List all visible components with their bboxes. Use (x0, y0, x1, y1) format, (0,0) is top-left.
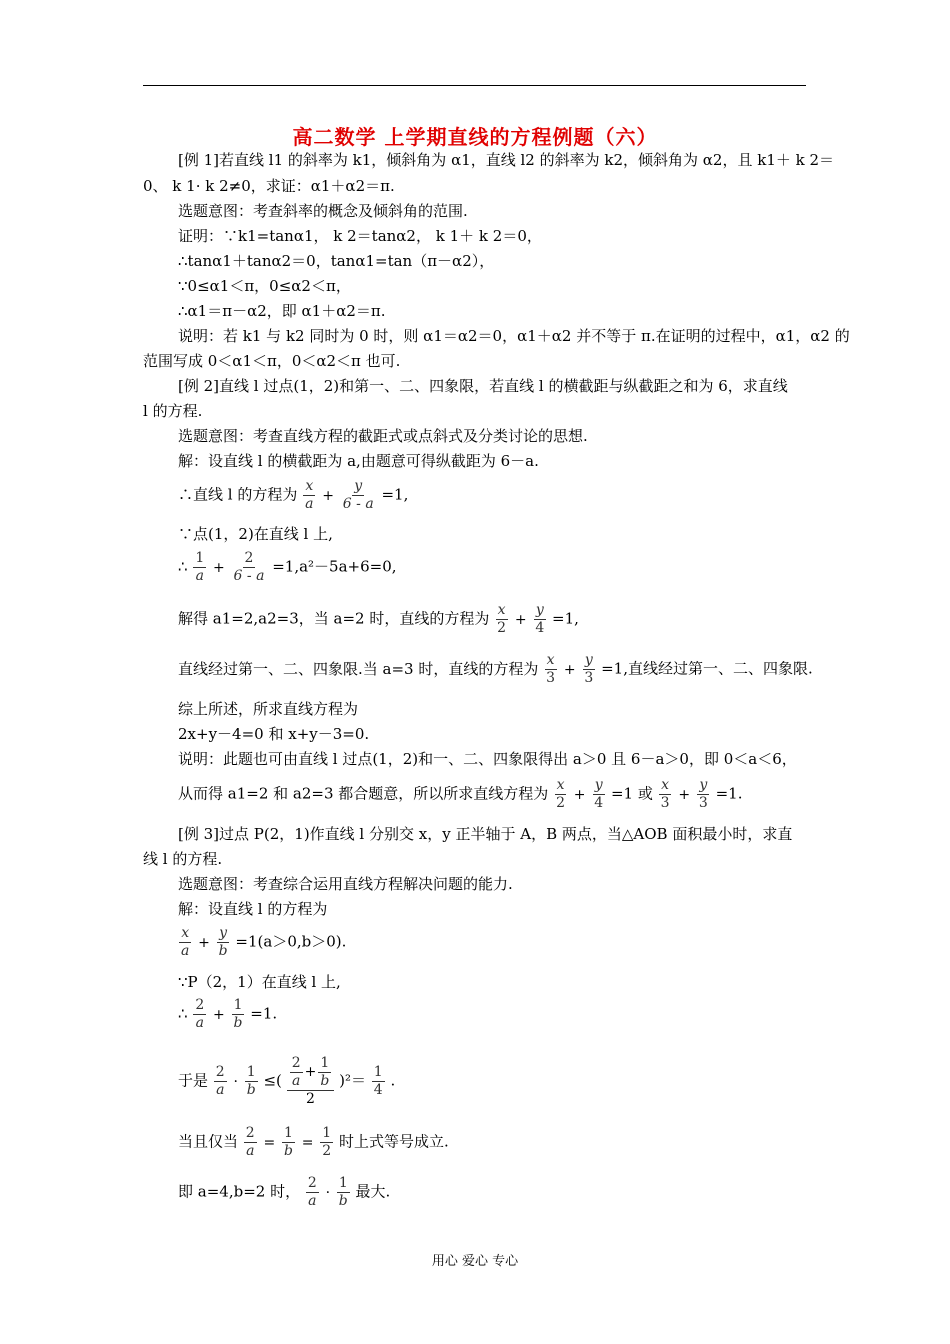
fraction: $\frac{1}{a}$ (195, 550, 205, 584)
text-line: [例 2]直线 l 过点(1，2)和第一、二、四象限，若直线 l 的横截距与纵截距之和为 6，求直线 (178, 377, 788, 395)
equation-text: 解得 a1=2,a2=3，当 a=2 时，直线的方程为 (178, 609, 490, 628)
equation-text: 时上式等号成立. (338, 1132, 449, 1151)
equation-text: ∴ (178, 1004, 188, 1023)
plus-sign: + (678, 786, 691, 803)
text-line: [例 1]若直线 l1 的斜率为 k1，倾斜角为 α1，直线 l2 的斜率为 k2，倾斜角为 α2，且 k1＋ k 2＝ (178, 151, 835, 169)
fraction: $\frac{y}{b}$ (218, 925, 228, 959)
text-line: 选题意图：考查综合运用直线方程解决问题的能力. (178, 875, 513, 893)
text-line: 解：设直线 l 的横截距为 a,由题意可得纵截距为 6－a. (178, 452, 539, 470)
text-line: ∵0≤α1＜π，0≤α2＜π， (178, 277, 351, 295)
equation-line (143, 652, 813, 687)
text-line: 证明：∵k1=tanα1， k 2＝tanα2， k 1＋ k 2＝0， (178, 227, 542, 245)
fraction: $\frac{2}{a}$ (195, 997, 205, 1031)
equation-text: =1,a²－5a+6=0, (272, 557, 397, 576)
text-line: 说明：此题也可由直线 l 过点(1，2)和一、二、四象限得出 a＞0 且 6－a＞0，即 0＜a＜6， (178, 750, 797, 768)
text-line: 综上所述，所求直线方程为 (178, 700, 359, 718)
equation-text: =1. (250, 1004, 278, 1023)
equation-text: 直线经过第一、二、四象限.当 a=3 时，直线的方程为 (178, 659, 539, 678)
equation-line (143, 602, 843, 637)
plus-sign: + (514, 611, 527, 628)
page-title: 高二数学 上学期直线的方程例题（六） (292, 125, 658, 149)
fraction: $\frac{2}{a}$ (307, 1175, 317, 1209)
denominator: 2 (306, 1091, 315, 1107)
equation-line (143, 478, 843, 513)
equation-line (143, 925, 843, 960)
fraction: $\frac{y}{3}$ (584, 652, 594, 686)
plus-sign: + (213, 1006, 225, 1023)
fraction: $\frac{1}{2}$ (322, 1125, 332, 1159)
equation-text: =1(a＞0,b＞0). (235, 932, 347, 951)
fraction: $\frac{y}{4}$ (535, 602, 545, 636)
equation-text: 当且仅当 (178, 1132, 239, 1151)
fraction: $\frac{2}{6 - a}$ (233, 550, 265, 584)
compound-fraction (287, 1055, 335, 1108)
fraction: $\frac{1}{b}$ (246, 1064, 256, 1098)
fraction: $\frac{x}{a}$ (181, 925, 190, 959)
page-footer: 用心 爱心 专心 (431, 1254, 519, 1269)
header-rule (143, 85, 806, 86)
text-line: [例 3]过点 P(2，1)作直线 l 分别交 x，y 正半轴于 A，B 两点，当△AOB 面积最小时，求直 (178, 825, 793, 843)
text-line: ∴α1＝π－α2，即 α1＋α2＝π. (178, 302, 386, 320)
equation-text: 即 a=4,b=2 时， (178, 1182, 301, 1201)
fraction: $\frac{x}{2}$ (556, 777, 565, 811)
equation-text: 最大. (355, 1182, 391, 1201)
equation-text: 于是 (178, 1071, 209, 1090)
fraction: $\frac{x}{2}$ (497, 602, 507, 636)
fraction: $\frac{2}{a}$ (215, 1064, 225, 1098)
text-line: 线 l 的方程. (143, 850, 223, 868)
fraction: $\frac{1}{b}$ (338, 1175, 348, 1209)
equation-text: =1,直线经过第一、二、四象限. (601, 659, 813, 678)
equation-line (143, 550, 843, 585)
text-line: ∵点(1，2)在直线 l 上, (178, 525, 333, 543)
equation-text: =1 或 (610, 784, 653, 803)
equation-line (143, 777, 843, 812)
fraction: $\frac{1}{b}$ (320, 1055, 330, 1089)
equation-line (143, 997, 843, 1032)
equation-line (143, 1125, 843, 1160)
text-line: ∴tanα1＋tanα2＝0，tanα1=tan（π－α2）， (178, 252, 495, 270)
text-line: 说明：若 k1 与 k2 同时为 0 时，则 α1＝α2＝0，α1＋α2 并不等于 π.在证明的过程中，α1，α2 的 (178, 327, 850, 345)
text-line: 选题意图：考查斜率的概念及倾斜角的范围. (178, 202, 468, 220)
fraction: $\frac{x}{3}$ (546, 652, 556, 686)
text-line: 解：设直线 l 的方程为 (178, 900, 328, 918)
fraction: $\frac{1}{b}$ (284, 1125, 293, 1159)
plus-sign: + (304, 1064, 317, 1080)
equation-line (143, 1055, 843, 1108)
plus-sign: + (573, 786, 586, 803)
equation-text: )²＝ (339, 1071, 366, 1090)
fraction: $\frac{y}{6 - a}$ (342, 478, 374, 512)
plus-sign: + (322, 487, 334, 504)
text-line: 范围写成 0＜α1＜π，0＜α2＜π 也可. (143, 352, 401, 370)
fraction: $\frac{y}{4}$ (594, 777, 604, 811)
fraction: $\frac{1}{4}$ (373, 1064, 383, 1098)
equation-text: ∴直线 l 的方程为 (178, 485, 298, 504)
equation-text: =1, (381, 485, 409, 504)
equation-text: ∴ (178, 557, 188, 576)
plus-sign: + (563, 661, 576, 678)
text-line: 0、 k 1· k 2≠0，求证：α1＋α2＝π. (143, 177, 395, 195)
equals-sign: = (263, 1134, 276, 1151)
text-line: l 的方程. (143, 402, 203, 420)
dot-sign: · (233, 1073, 238, 1090)
plus-sign: + (213, 559, 225, 576)
equation-line (143, 1175, 843, 1210)
dot-sign: · (325, 1184, 331, 1201)
equals-sign: = (301, 1134, 314, 1151)
equation-text: =1, (552, 609, 579, 628)
fraction: $\frac{x}{a}$ (305, 478, 314, 512)
equation-text: =1. (715, 784, 743, 803)
text-line: 选题意图：考查直线方程的截距式或点斜式及分类讨论的思想. (178, 427, 588, 445)
fraction: $\frac{x}{3}$ (660, 777, 670, 811)
equation-text: . (390, 1071, 396, 1090)
text-line: ∵P（2，1）在直线 l 上, (178, 973, 341, 991)
plus-sign: + (198, 934, 210, 951)
fraction: $\frac{y}{3}$ (698, 777, 708, 811)
fraction: $\frac{2}{a}$ (245, 1125, 255, 1159)
text-line: 2x+y－4=0 和 x+y－3=0. (178, 725, 370, 743)
fraction: $\frac{2}{a}$ (291, 1055, 301, 1089)
equation-text: 从而得 a1=2 和 a2=3 都合题意，所以所求直线方程为 (178, 784, 549, 803)
fraction: $\frac{1}{b}$ (233, 997, 243, 1031)
equation-text: ≤( (263, 1071, 282, 1090)
